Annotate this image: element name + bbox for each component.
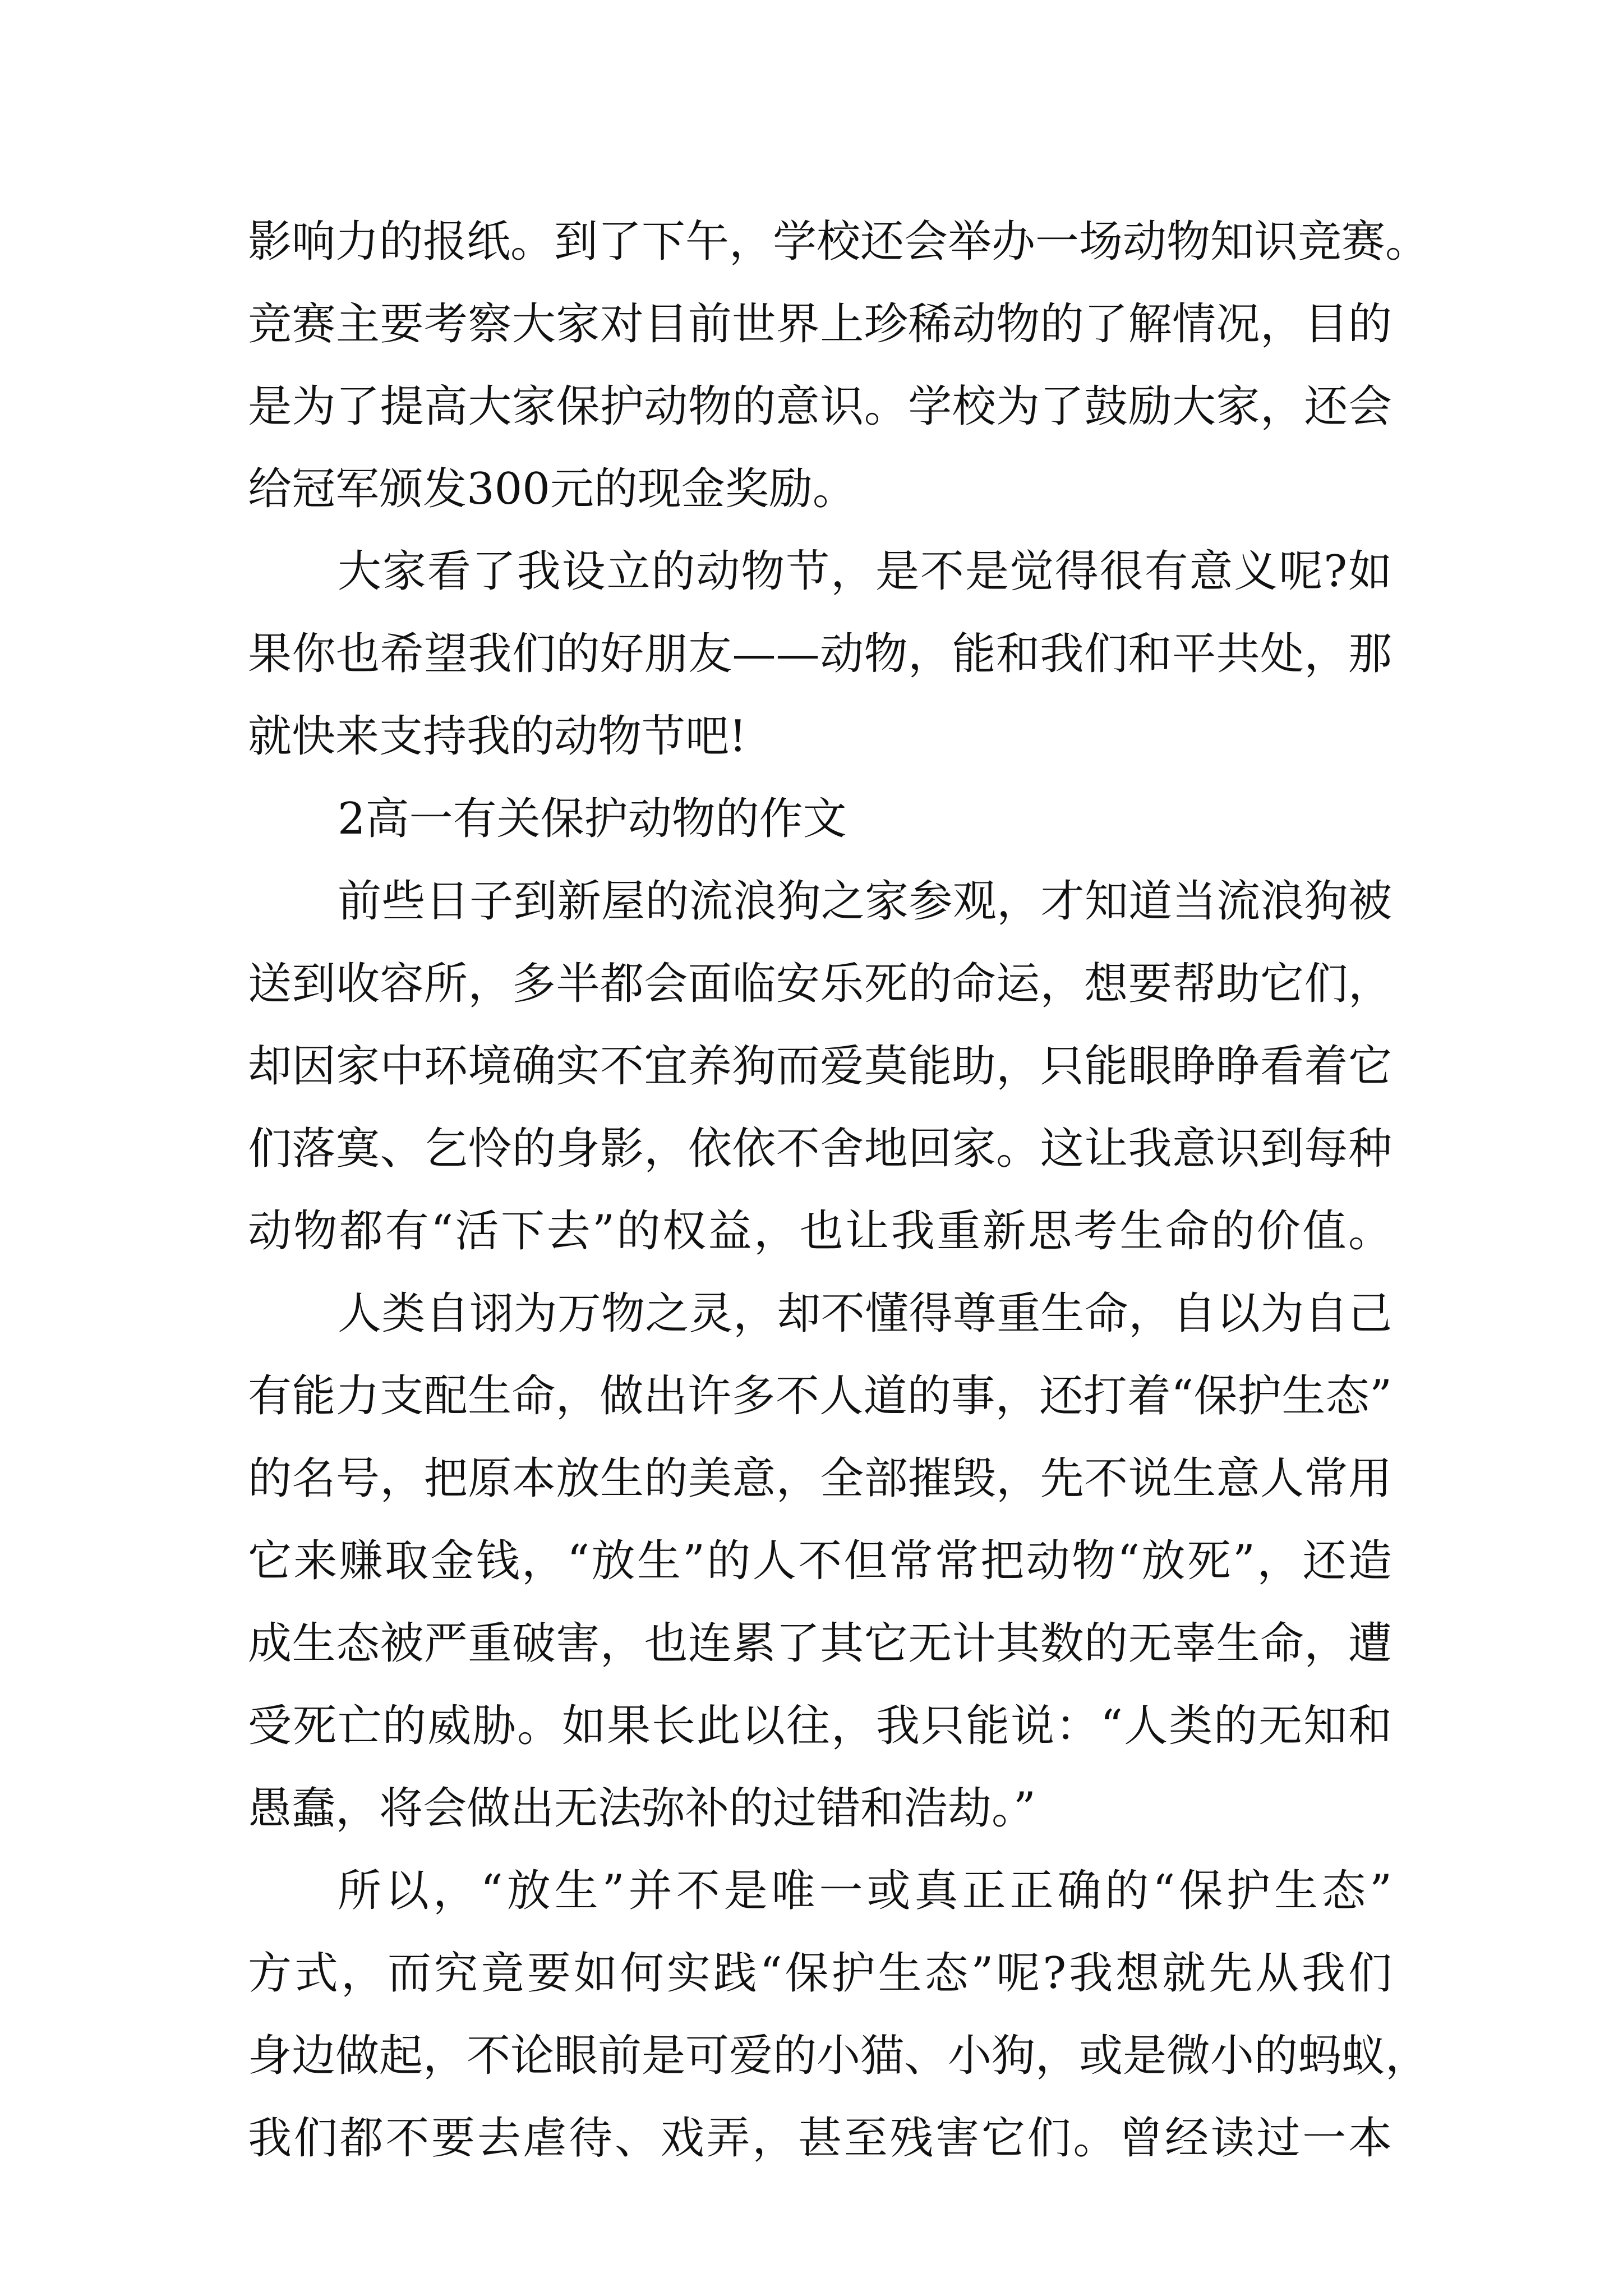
text-line: 给冠军颁发300元的现金奖励。 [248,464,856,514]
text-line: 果你也希望我们的好朋友——动物，能和我们和平共处，那 [248,629,1392,679]
text-line: 送到收容所，多半都会面临安乐死的命运，想要帮助它们， [248,959,1392,1009]
text-line: 身边做起，不论眼前是可爱的小猫、小狗，或是微小的蚂蚁， [248,2031,1430,2081]
text-line: 们落寞、乞怜的身影，依依不舍地回家。这让我意识到每种 [248,1124,1392,1174]
text-line: 人类自诩为万物之灵，却不懂得尊重生命，自以为自己 [338,1289,1392,1339]
text-line: 却因家中环境确实不宜养狗而爱莫能助，只能眼睁睁看着它 [248,1041,1392,1092]
text-line: 大家看了我设立的动物节，是不是觉得很有意义呢?如 [338,546,1392,597]
text-line: 受死亡的威胁。如果长此以往，我只能说：“人类的无知和 [248,1701,1392,1751]
text-line: 动物都有“活下去”的权益，也让我重新思考生命的价值。 [248,1206,1392,1257]
text-line: 成生态被严重破害，也连累了其它无计其数的无辜生命，遭 [248,1618,1392,1669]
text-line: 它来赚取金钱，“放生”的人不但常常把动物“放死”，还造 [248,1536,1392,1586]
text-line: 前些日子到新屋的流浪狗之家参观，才知道当流浪狗被 [338,876,1392,927]
text-line: 方式，而究竟要如何实践“保护生态”呢?我想就先从我们 [248,1948,1392,1999]
text-line: 是为了提高大家保护动物的意识。学校为了鼓励大家，还会 [248,381,1392,432]
text-line: 的名号，把原本放生的美意，全部摧毁，先不说生意人常用 [248,1453,1392,1504]
text-line: 影响力的报纸。到了下午，学校还会举办一场动物知识竞赛。 [248,217,1430,267]
text-line: 我们都不要去虐待、戏弄，甚至残害它们。曾经读过一本 [248,2113,1392,2164]
text-line: 有能力支配生命，做出许多不人道的事，还打着“保护生态” [248,1371,1392,1421]
text-line: 愚蠢，将会做出无法弥补的过错和浩劫。” [248,1783,1036,1834]
text-line: 竞赛主要考察大家对目前世界上珍稀动物的了解情况，目的 [248,299,1392,349]
text-line: 所以，“放生”并不是唯一或真正正确的“保护生态” [338,1866,1392,1916]
section-heading: 2高一有关保护动物的作文 [338,794,847,844]
text-line: 就快来支持我的动物节吧! [248,711,747,762]
